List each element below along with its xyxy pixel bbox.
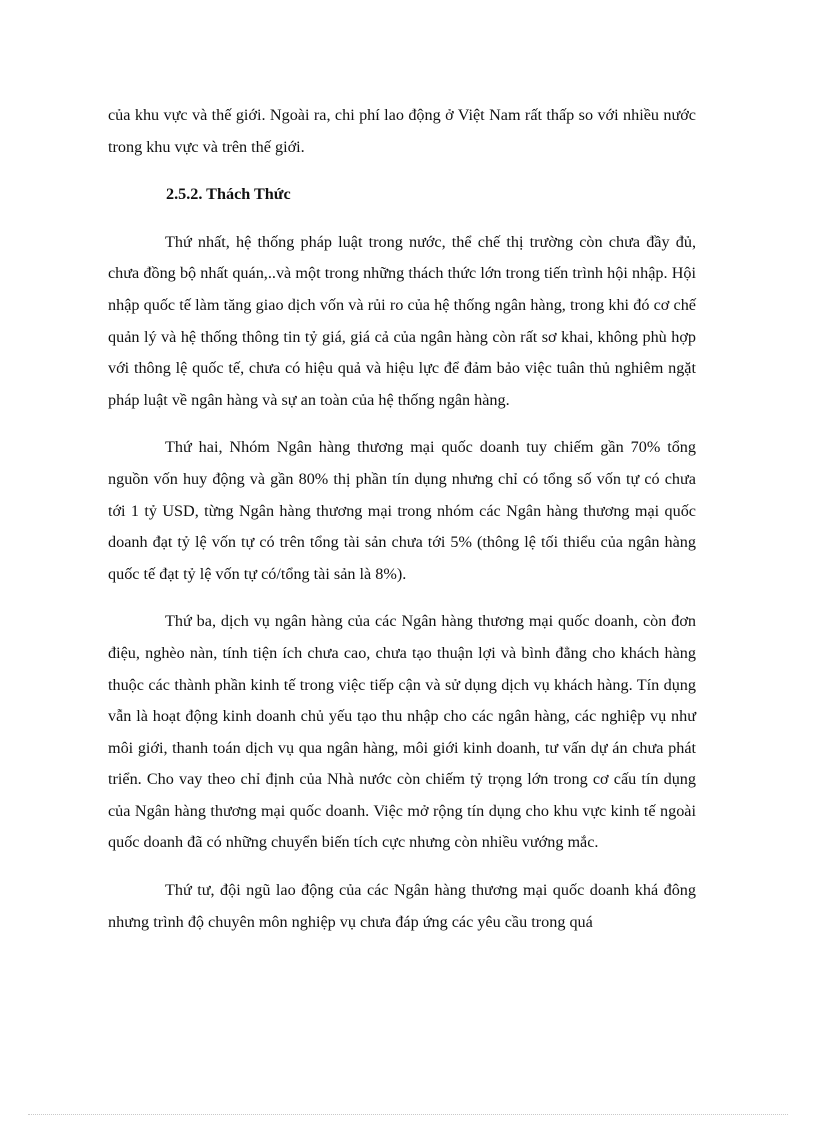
paragraph-fourth-challenge: Thứ tư, đội ngũ lao động của các Ngân hàng thương mại quốc doanh khá đông nhưng trình độ chuyên môn nghiệp vụ chưa đáp ứng các yêu cầu trong quá xyxy=(108,881,696,931)
continuation-paragraph: của khu vực và thế giới. Ngoài ra, chi phí lao động ở Việt Nam rất thấp so với nhiều nước trong khu vực và trên thế giới. xyxy=(108,106,696,156)
paragraph-third-challenge: Thứ ba, dịch vụ ngân hàng của các Ngân hàng thương mại quốc doanh, còn đơn điệu, nghèo nàn, tính tiện ích chưa cao, chưa tạo thuận lợi và bình đẳng cho khách hàng thuộc các thành phần kinh tế trong việc tiếp cận và sử dụng dịch vụ khách hàng. Tín dụng vẫn là hoạt động kinh doanh chủ yếu tạo thu nhập cho các ngân hàng, các nghiệp vụ như môi giới, thanh toán dịch vụ qua ngân hàng, môi giới kinh doanh, tư vấn dự án chưa phát triển. Cho vay theo chỉ định của Nhà nước còn chiếm tỷ trọng lớn trong cơ cấu tín dụng của Ngân hàng thương mại quốc doanh. Việc mở rộng tín dụng cho khu vực kinh tế ngoài quốc doanh đã có những chuyển biến tích cực nhưng còn nhiều vướng mắc. xyxy=(108,612,696,852)
paragraph-spacer xyxy=(108,211,696,227)
paragraph-first-challenge: Thứ nhất, hệ thống pháp luật trong nước, thể chế thị trường còn chưa đầy đủ, chưa đồng bộ nhất quán,..và một trong những thách thức lớn trong tiến trình hội nhập. Hội nhập quốc tế làm tăng giao dịch vốn và rủi ro của hệ thống ngân hàng, trong khi đó cơ chế quản lý và hệ thống thông tin tỷ giá, giá cả của ngân hàng còn rất sơ khai, không phù hợp với thông lệ quốc tế, chưa có hiệu quả và hiệu lực để đảm bảo việc tuân thủ nghiêm ngặt pháp luật về ngân hàng và sự an toàn của hệ thống ngân hàng. xyxy=(108,232,696,409)
paragraph-second-challenge: Thứ hai, Nhóm Ngân hàng thương mại quốc doanh tuy chiếm gần 70% tổng nguồn vốn huy động và gần 80% thị phần tín dụng nhưng chỉ có tổng số vốn tự có chưa tới 1 tỷ USD, từng Ngân hàng thương mại trong nhóm các Ngân hàng thương mại quốc doanh đạt tỷ lệ vốn tự có trên tổng tài sản chưa tới 5% (thông lệ tối thiểu của ngân hàng quốc tế đạt tỷ lệ vốn tự có/tổng tài sản là 8%). xyxy=(108,438,696,583)
paragraph-spacer xyxy=(108,416,696,432)
section-heading: 2.5.2. Thách Thức xyxy=(166,185,291,204)
page-bottom-divider xyxy=(28,1114,788,1115)
paragraph-spacer xyxy=(108,163,696,179)
page-body xyxy=(108,100,696,938)
paragraph-spacer xyxy=(108,590,696,606)
paragraph-spacer xyxy=(108,859,696,875)
